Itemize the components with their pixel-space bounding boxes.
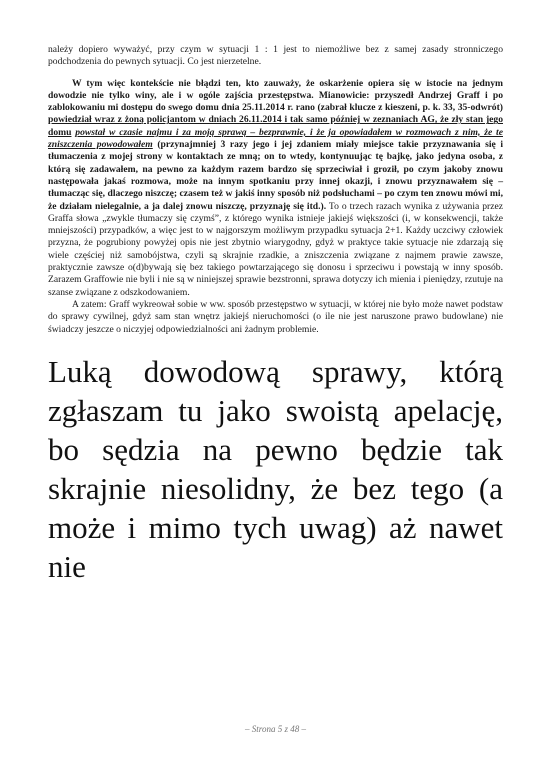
large-text-paragraph: Luką dowodową sprawy, którą zgłaszam tu jako swoistą apelację, bo sędzia na pewno będzie tak skrajnie niesolidny, że bez tego (a może i mimo tych uwag) aż nawet nie	[48, 353, 503, 584]
bold-parenthetical: (przynajmniej 3 razy jego i jej zdaniem miały miejsce takie przyznawania się i tłumaczenia z mojej strony w kontaktach ze mną; on to wtedy, kontynuując tę bajkę, jako jedyna osoba, z którą się zadawałem, na pewno za każdym razem bardzo się sprzeciwiał i groził, po czym jakoby znowu następowała jakaś rozmowa, może na innym spotkaniu przy innej okazji, i znowu przyznawałem się – tłumacząc się, dlaczego niszczę; czasem też w jakiś inny sposób niż podsłuchami – po czym ten znowu mówi mi, że działam nielegalnie, a ja dalej znowu niszczę, przyznaję się itd.).	[48, 139, 503, 212]
paragraph-intro: należy dopiero wyważyć, przy czym w sytuacji 1 : 1 jest to niemożliwe bez z samej zasady stronniczego podchodzenia do pewnych sytuacji. Co jest nierzetelne.	[48, 44, 503, 68]
paragraph-conclusion: A zatem: Graff wykreował sobie w ww. sposób przestępstwo w sytuacji, w której nie było może nawet podstaw do sprawy cywilnej, gdyż sam stan wnętrz jakiejś nieruchomości (o ile nie jest naruszone prawo budowlane) nie świadczy jeszcze o niczyjej odpowiedzialności ani żadnym problemie.	[48, 298, 503, 335]
regular-continuation: To o trzech razach wynika z używania przez Graffa słowa „zwykle tłumaczy się czymś”, z którego wynika istnieje jakiejś większości (i, w konsekwencji, także mniejszości) przypadków, a więc jest to w najgorszym możliwym przypadku sytuacja 2+1. Każdy uczciwy człowiek przyzna, że pogrubiony powyżej opis nie jest zbytnio wiarygodny, gdyż w praktyce takie sytuacje nie zdarzają się wiele częściej niż samobójstwa, czyli są skrajnie rzadkie, a zniszczenia związane z najmem prawie zawsze, praktycznie zawsze o(d)bywają się bez takiego powtarzającego się donosu i sprzeciwu i powstają w inny sposób. Zarazem Graffowie nie byli i nie są w niniejszej sprawie bezstronni, sprawa dotyczy ich mienia i pieniędzy, rzutuje na szanse związane z odszkodowaniem.	[48, 200, 503, 298]
page-content	[48, 44, 503, 586]
paragraph-accusation	[48, 78, 503, 299]
italic-quote: powstał w czasie najmu i za moją sprawą – bezprawnie, i że ja opowiadałem w rozmowach z nim, że te zniszczenia powodowałem	[48, 126, 503, 151]
underlined-statement: powiedział wraz z żoną policjantom w dniach 26.11.2014 i tak samo później w zeznaniach AG, że zły stan jego domu	[48, 114, 503, 138]
bold-sentence: W tym więc kontekście nie błądzi ten, kto zauważy, że oskarżenie opiera się w istocie na jednym dowodzie nie tylko winy, ale i w ogóle zajścia przestępstwa. Mianowicie: przyszedł Andrzej Graff i po zablokowaniu mi dostępu do swego domu dnia 25.11.2014 r. rano (zabrał klucze z kieszeni, p. k. 33, 35-odwrót)	[48, 77, 503, 114]
page-number-footer: – Strona 5 z 48 –	[245, 724, 306, 734]
